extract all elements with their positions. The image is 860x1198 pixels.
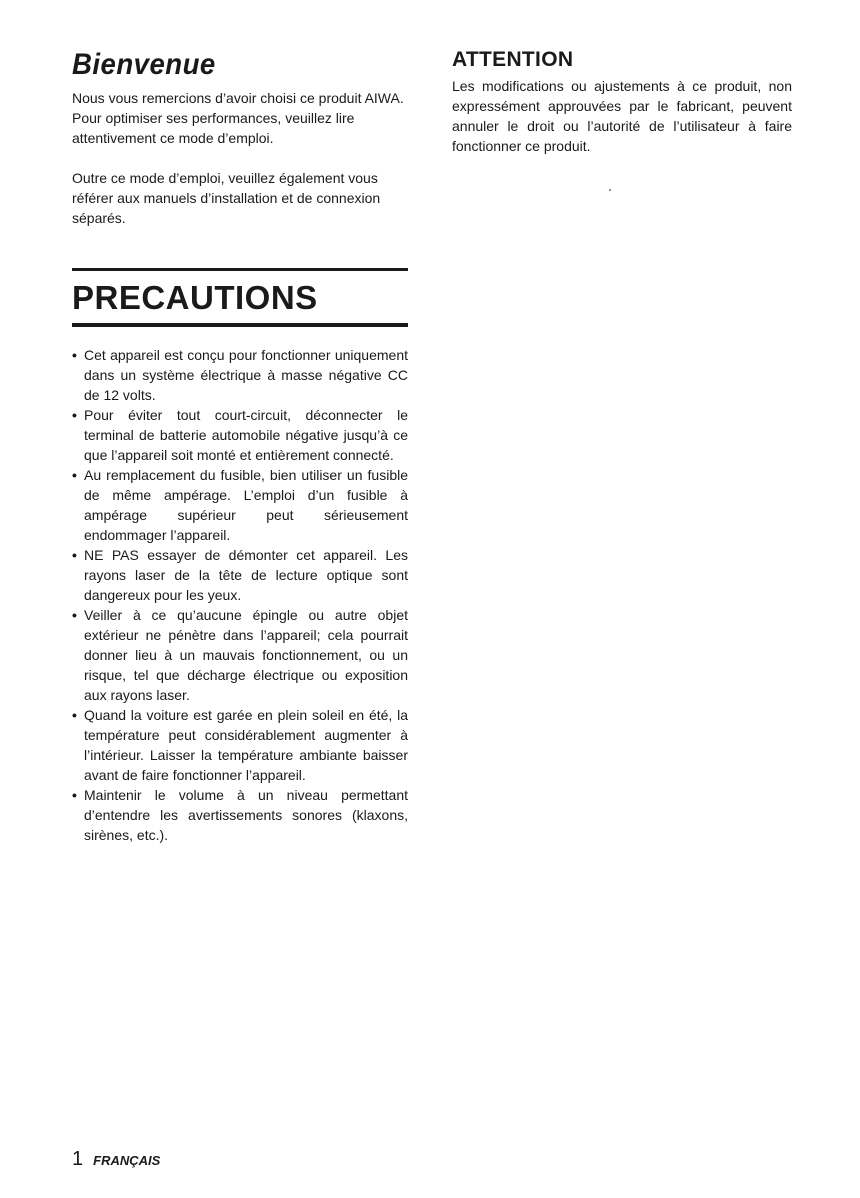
- bullet-icon: •: [72, 787, 77, 803]
- list-item-text: NE PAS essayer de démonter cet appareil. Les rayons laser de la tête de lecture optique sont dangereux pour les yeux.: [84, 547, 408, 603]
- attention-section: [452, 48, 792, 156]
- footer-language-label: FRANÇAIS: [93, 1153, 161, 1168]
- attention-text: Les modifications ou ajustements à ce produit, non expressément approuvées par le fabricant, peuvent annuler le droit ou l’autorité de l’utilisateur à faire fonctionner ce produit.: [452, 78, 792, 154]
- bullet-icon: •: [72, 347, 77, 363]
- attention-title: ATTENTION: [452, 48, 574, 71]
- bullet-icon: •: [72, 607, 77, 623]
- list-item: [72, 405, 408, 465]
- list-item-text: Veiller à ce qu’aucune épingle ou autre objet extérieur ne pénètre dans l’appareil; cela pourrait donner lieu à un mauvais fonctionnement, ou un risque, tel que décharge électrique ou exposition aux rayons laser.: [84, 607, 408, 703]
- list-item-text: Cet appareil est conçu pour fonctionner uniquement dans un système électrique à masse négative CC de 12 volts.: [84, 347, 408, 403]
- list-item: [72, 605, 408, 705]
- welcome-title: Bienvenue: [72, 48, 216, 81]
- list-item: [72, 545, 408, 605]
- page-footer: [72, 1148, 160, 1171]
- precautions-list: [72, 345, 408, 845]
- welcome-paragraph-2: Outre ce mode d’emploi, veuillez également vous référer aux manuels d’installation et de connexion séparés.: [72, 170, 381, 226]
- bullet-icon: •: [72, 407, 77, 423]
- page-number: 1: [72, 1148, 84, 1170]
- welcome-paragraph-1: Nous vous remercions d’avoir choisi ce produit AIWA. Pour optimiser ses performances, veuillez lire attentivement ce mode d’emploi.: [72, 90, 404, 146]
- precautions-top-rule: [72, 268, 408, 271]
- list-item: [72, 705, 408, 785]
- bullet-icon: •: [72, 547, 77, 563]
- list-item-text: Au remplacement du fusible, bien utiliser un fusible de même ampérage. L’emploi d’un fusible à ampérage supérieur peut sérieusement endommager l’appareil.: [84, 467, 408, 543]
- scan-speck: [609, 189, 611, 191]
- precautions-section: [72, 268, 408, 845]
- list-item: [72, 465, 408, 545]
- welcome-section: [72, 48, 408, 248]
- list-item-text: Pour éviter tout court-circuit, déconnecter le terminal de batterie automobile négative jusqu’à ce que l’appareil soit monté et entièrement connecté.: [84, 407, 408, 463]
- bullet-icon: •: [72, 707, 77, 723]
- bullet-icon: •: [72, 467, 77, 483]
- list-item-text: Quand la voiture est garée en plein soleil en été, la température peut considérablement augmenter à l’intérieur. Laisser la température ambiante baisser avant de faire fonctionner l’appareil.: [84, 707, 408, 783]
- list-item: [72, 345, 408, 405]
- list-item: [72, 785, 408, 845]
- list-item-text: Maintenir le volume à un niveau permettant d’entendre les avertissements sonores (klaxons, sirènes, etc.).: [84, 787, 408, 843]
- precautions-title: PRECAUTIONS: [72, 279, 318, 316]
- precautions-bottom-rule: [72, 323, 408, 327]
